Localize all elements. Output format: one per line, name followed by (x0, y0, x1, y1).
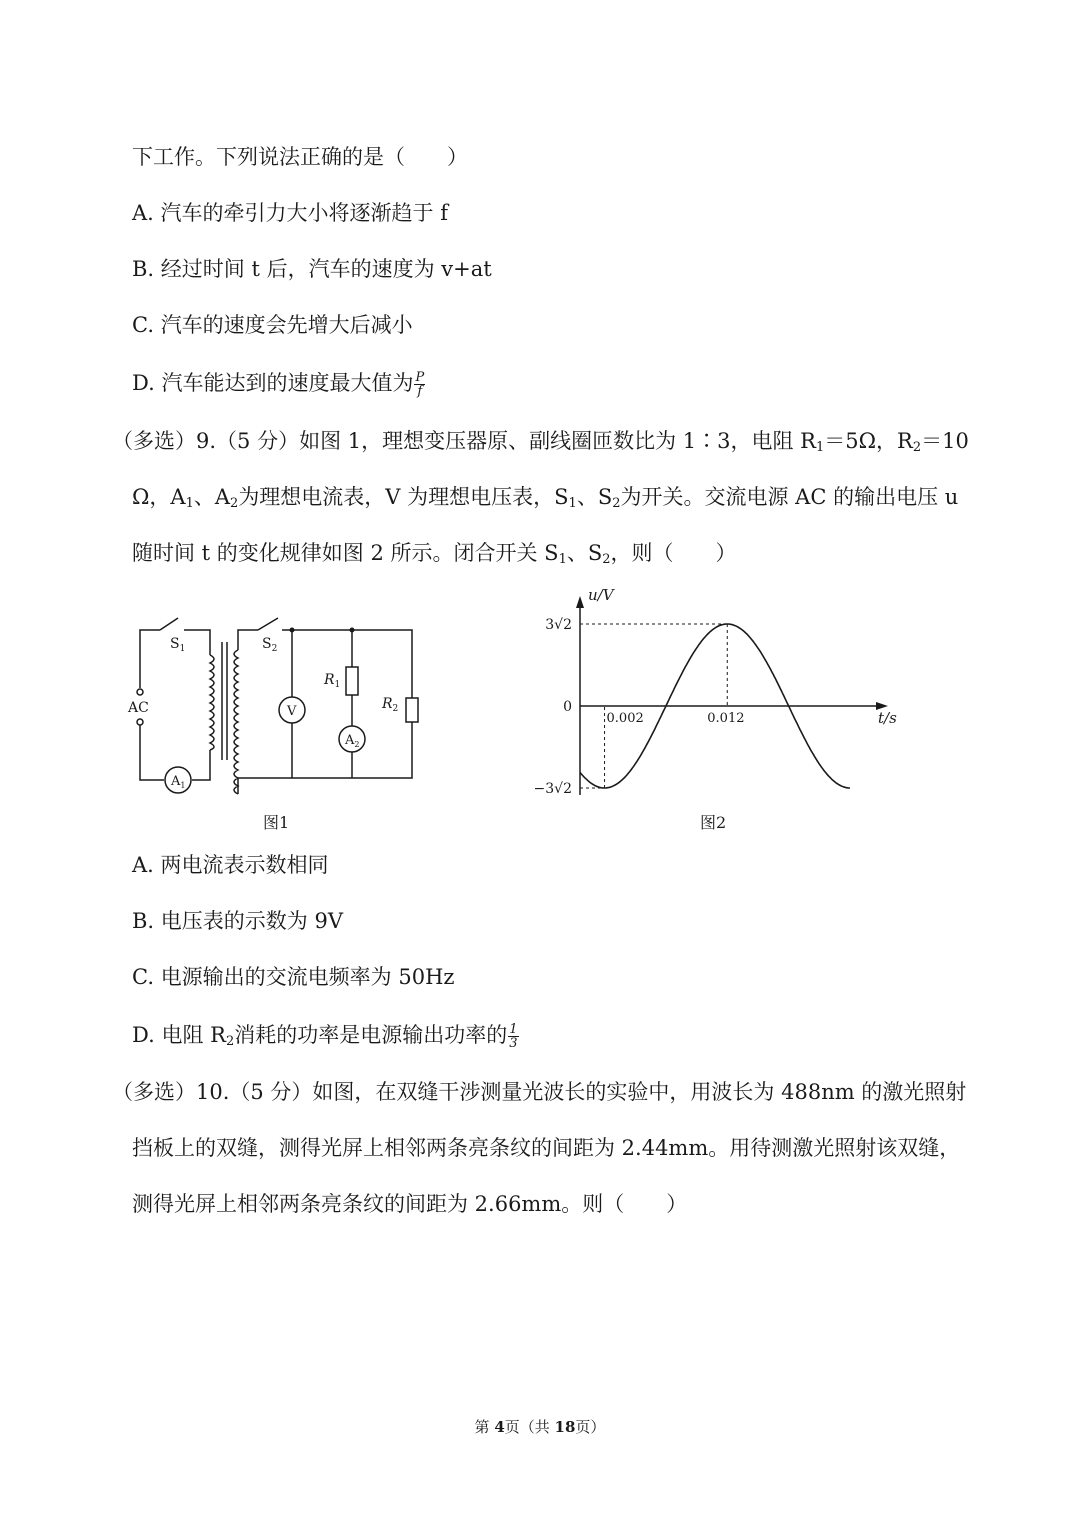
ac-terminal-bottom (137, 719, 143, 725)
q9-option-b: B. 电压表的示数为 9V (132, 909, 343, 933)
figure1-circuit (120, 610, 430, 800)
q10-stem-line3: 测得光屏上相邻两条亮条纹的间距为 2.66mm。则（ ） (132, 1192, 688, 1216)
q9-stem-line1: （多选）9.（5 分）如图 1，理想变压器原、副线圈匝数比为 1∶3，电阻 $R_1=5\Omega$，$R_2=10$ (112, 429, 969, 455)
q10-stem-line1: （多选）10.（5 分）如图，在双缝干涉测量光波长的实验中，用波长为 488nm 的激光照射 (112, 1080, 967, 1104)
resistor-r1 (346, 667, 358, 695)
y-axis-label: u/V (588, 586, 614, 604)
q9-option-d: D. 电阻 $R_2$消耗的功率是电源输出功率的 $\frac{1}{3}$ (132, 1022, 518, 1051)
y-tick-max: 3√2 (545, 617, 572, 633)
x-axis-label: t/s (878, 709, 897, 727)
figure2-caption: 图2 (700, 813, 727, 832)
y-tick-zero: 0 (563, 699, 572, 715)
secondary-wire-top (282, 630, 412, 698)
primary-wire-top-right (184, 630, 210, 655)
label-a2: $A_2$ (345, 733, 360, 749)
fraction-p-over-f: $\frac{P}{f}$ (415, 370, 425, 399)
label-s2: $S_2$ (262, 636, 278, 654)
primary-wire-bottom-right (192, 750, 210, 780)
secondary-coil (234, 650, 238, 794)
y-axis-arrow (576, 596, 584, 608)
page-footer: 第 4页（共 18页） (474, 1418, 606, 1436)
q8-option-d: D. 汽车能达到的速度最大值为 $\frac{P}{f}$ (132, 370, 425, 399)
x-tick-0012: 0.012 (707, 711, 745, 726)
secondary-wire-top-left (238, 630, 258, 650)
q8-option-b: B. 经过时间 t 后，汽车的速度为 v+at (132, 257, 492, 281)
label-ac: AC (128, 700, 149, 716)
q9-stem-line3: 随时间 t 的变化规律如图 2 所示。闭合开关 $S_1$、$S_2$，则（ ） (132, 541, 737, 567)
q10-stem-line2: 挡板上的双缝，测得光屏上相邻两条亮条纹的间距为 2.44mm。用待测激光照射该双缝， (132, 1136, 961, 1160)
primary-wire-bottom-left (140, 725, 164, 780)
label-r2: $R_2$ (382, 696, 399, 714)
q8-stem-tail: 下工作。下列说法正确的是（ ） (132, 145, 468, 169)
label-a1: $A_1$ (171, 774, 186, 790)
fraction-one-third: $\frac{1}{3}$ (509, 1022, 518, 1051)
primary-coil (210, 655, 214, 750)
x-tick-0002: 0.002 (606, 711, 644, 726)
junction-dot-1 (290, 628, 295, 633)
label-s1: $S_1$ (170, 636, 186, 654)
figure1-caption: 图1 (263, 813, 290, 832)
q9-option-a: A. 两电流表示数相同 (132, 853, 329, 877)
q8-option-c: C. 汽车的速度会先增大后减小 (132, 313, 413, 337)
resistor-r2 (406, 698, 418, 722)
secondary-wire-bottom (238, 722, 412, 794)
figure2-chart (510, 580, 910, 810)
q9-option-c: C. 电源输出的交流电频率为 50Hz (132, 965, 455, 989)
label-v: V (287, 704, 297, 719)
junction-dot-2 (350, 628, 355, 633)
ac-terminal-top (137, 689, 143, 695)
y-tick-min: −3√2 (533, 781, 572, 797)
primary-wire-top-left (140, 630, 160, 688)
switch-s1-blade (160, 618, 178, 630)
q9-stem-line2: Ω，$A_1$、$A_2$为理想电流表，V 为理想电压表，$S_1$、$S_2$为开关。交流电源 AC 的输出电压 u (132, 485, 959, 511)
q8-option-a: A. 汽车的牵引力大小将逐渐趋于 f (132, 201, 448, 225)
label-r1: $R_1$ (324, 672, 341, 690)
switch-s2-blade (258, 618, 278, 630)
